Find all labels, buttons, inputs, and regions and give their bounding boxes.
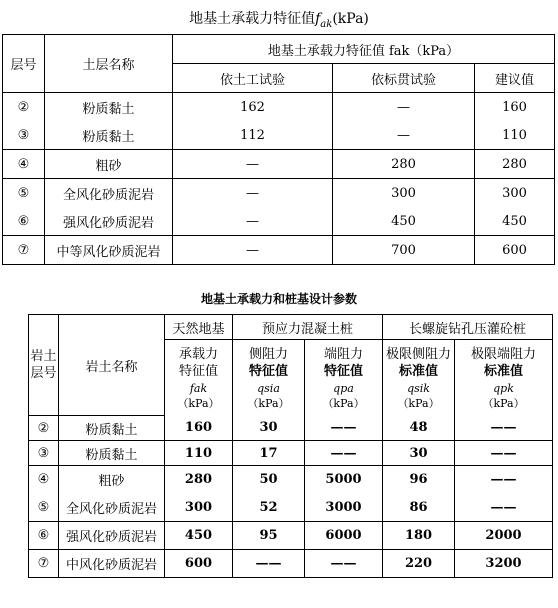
sub2-line2: 特征值 (248, 363, 288, 379)
table-row (3, 150, 555, 179)
sub2-unit: （kPa） (247, 396, 290, 410)
sub3-symbol: qpa (333, 381, 354, 395)
cell-fak: 450 (165, 522, 233, 550)
header-soil-name: 土层名称 (45, 35, 173, 93)
cell-fak: 160 (165, 416, 233, 441)
table-row (29, 494, 553, 522)
cell-qsia: 95 (233, 522, 305, 550)
sub2-line1: 侧阻力 (248, 346, 288, 362)
header-layer: 层号 (3, 35, 45, 93)
sub3-line1: 端阻力 (324, 346, 364, 362)
cell-qsia: —— (233, 550, 305, 578)
cell-qpa: 5000 (305, 466, 383, 494)
cell-qpa: 3000 (305, 494, 383, 522)
table-row (29, 466, 553, 494)
sub5-line1: 极限端阻力 (471, 346, 537, 362)
cell-name: 粉质黏土 (45, 121, 173, 150)
sub4-line1: 极限侧阻力 (386, 346, 452, 362)
header-cfa-pile: 长螺旋钻孔压灌砼桩 (383, 315, 553, 340)
cell-name: 粉质黏土 (59, 441, 165, 466)
header-sub4 (383, 340, 455, 416)
cell-qpa: —— (305, 441, 383, 466)
table1-title-text: 地基土承载力特征值 (189, 11, 316, 27)
cell-layer: ⑦ (29, 550, 59, 578)
sub5-unit: （kPa） (482, 396, 525, 410)
table-row (3, 121, 555, 150)
sub1-symbol: fak (189, 381, 208, 395)
sub3-line2: 特征值 (324, 363, 364, 379)
cell-lab: — (173, 179, 333, 208)
cell-qpk: 2000 (455, 522, 553, 550)
sub5-symbol: qpk (493, 381, 514, 395)
cell-name: 全风化砂质泥岩 (59, 494, 165, 522)
cell-layer: ⑥ (29, 522, 59, 550)
header-rock-name: 岩土名称 (59, 315, 165, 416)
cell-name: 中风化砂质泥岩 (59, 550, 165, 578)
sub5-line2: 标准值 (484, 363, 524, 379)
cell-layer: ⑤ (3, 179, 45, 208)
header-natural-foundation: 天然地基 (165, 315, 233, 340)
cell-fak: 300 (165, 494, 233, 522)
cell-qpk: —— (455, 494, 553, 522)
table1-title (0, 8, 558, 30)
cell-name: 粗砂 (45, 150, 173, 179)
cell-qpk: —— (455, 466, 553, 494)
cell-lab: — (173, 150, 333, 179)
cell-layer: ④ (29, 466, 59, 494)
sub4-symbol: qsik (407, 381, 430, 395)
cell-qpk: 3200 (455, 550, 553, 578)
cell-suggested: 300 (475, 179, 555, 208)
cell-layer: ② (29, 416, 59, 441)
cell-qsik: 86 (383, 494, 455, 522)
table2-title: 地基土承载力和桩基设计参数 (200, 292, 357, 306)
cell-lab: 112 (173, 121, 333, 150)
cell-qpk: —— (455, 416, 553, 441)
header-sub2 (233, 340, 305, 416)
header-spt-test: 依标贯试验 (333, 64, 475, 93)
table-row (3, 93, 555, 122)
pile-design-table (28, 314, 553, 578)
table-row (29, 441, 553, 466)
cell-qpa: —— (305, 550, 383, 578)
header-lab-test: 依土工试验 (173, 64, 333, 93)
header-layer (29, 315, 59, 416)
cell-layer: ⑤ (29, 494, 59, 522)
table1-title-unit: (kPa) (332, 11, 369, 27)
sub1-line1: 承载力 (178, 346, 218, 362)
cell-layer: ③ (29, 441, 59, 466)
cell-layer: ④ (3, 150, 45, 179)
cell-qsia: 17 (233, 441, 305, 466)
cell-suggested: 600 (475, 236, 555, 265)
cell-name: 中等风化砂质泥岩 (45, 236, 173, 265)
cell-qsia: 52 (233, 494, 305, 522)
cell-spt: 450 (333, 207, 475, 236)
table-row (3, 179, 555, 208)
cell-qpa: —— (305, 416, 383, 441)
cell-name: 强风化砂质泥岩 (59, 522, 165, 550)
cell-layer: ③ (3, 121, 45, 150)
table-row (29, 550, 553, 578)
cell-suggested: 450 (475, 207, 555, 236)
sub1-unit: （kPa） (177, 396, 220, 410)
header-sub3 (305, 340, 383, 416)
bearing-capacity-table (2, 34, 555, 265)
header-group: 地基土承载力特征值 fak（kPa） (173, 35, 555, 64)
cell-layer: ⑦ (3, 236, 45, 265)
cell-qpk: —— (455, 441, 553, 466)
table-row (29, 522, 553, 550)
cell-qsik: 30 (383, 441, 455, 466)
cell-qpa: 6000 (305, 522, 383, 550)
table-row (3, 236, 555, 265)
sub3-unit: （kPa） (322, 396, 365, 410)
cell-qsia: 50 (233, 466, 305, 494)
cell-name: 全风化砂质泥岩 (45, 179, 173, 208)
header-prestressed-pile: 预应力混凝土桩 (233, 315, 383, 340)
table1-title-symbol: f (315, 11, 321, 27)
cell-qsik: 96 (383, 466, 455, 494)
sub4-unit: （kPa） (397, 396, 440, 410)
cell-qsik: 48 (383, 416, 455, 441)
header-layer-line1: 岩土 (30, 349, 57, 364)
header-sub1 (165, 340, 233, 416)
sub2-symbol: qsia (257, 381, 280, 395)
cell-name: 粗砂 (59, 466, 165, 494)
header-suggested: 建议值 (475, 64, 555, 93)
cell-name: 强风化砂质泥岩 (45, 207, 173, 236)
cell-spt: 300 (333, 179, 475, 208)
cell-suggested: 110 (475, 121, 555, 150)
cell-suggested: 160 (475, 93, 555, 122)
cell-name: 粉质黏土 (45, 93, 173, 122)
cell-lab: — (173, 207, 333, 236)
cell-fak: 600 (165, 550, 233, 578)
cell-qsik: 220 (383, 550, 455, 578)
cell-qsia: 30 (233, 416, 305, 441)
table1-title-sub: ak (320, 18, 333, 30)
cell-spt: 700 (333, 236, 475, 265)
table-row (29, 416, 553, 441)
cell-fak: 110 (165, 441, 233, 466)
sub4-line2: 标准值 (399, 363, 439, 379)
sub1-line2: 特征值 (178, 363, 218, 379)
cell-lab: — (173, 236, 333, 265)
cell-qsik: 180 (383, 522, 455, 550)
cell-name: 粉质黏土 (59, 416, 165, 441)
cell-spt: — (333, 121, 475, 150)
cell-layer: ② (3, 93, 45, 122)
cell-lab: 162 (173, 93, 333, 122)
table-row (3, 207, 555, 236)
cell-fak: 280 (165, 466, 233, 494)
cell-spt: — (333, 93, 475, 122)
header-sub5 (455, 340, 553, 416)
header-layer-line2: 层号 (30, 366, 57, 381)
cell-layer: ⑥ (3, 207, 45, 236)
cell-spt: 280 (333, 150, 475, 179)
cell-suggested: 280 (475, 150, 555, 179)
